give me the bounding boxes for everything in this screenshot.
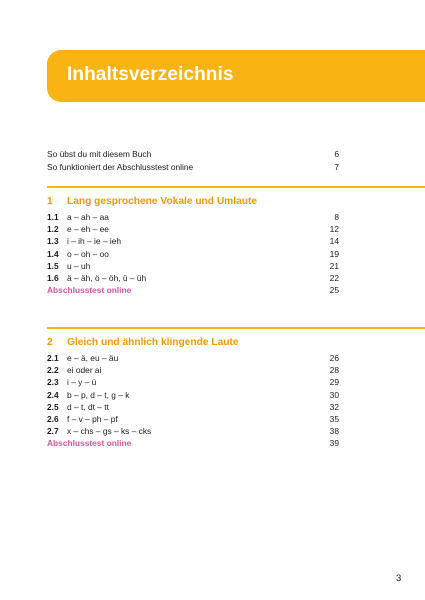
page-number: 3 (396, 573, 402, 584)
toc-entry-title: o – oh – oo (67, 248, 109, 259)
toc-entry-number: 2.7 (47, 426, 59, 437)
toc-entry[interactable] (47, 235, 339, 247)
intro-section (47, 148, 339, 173)
toc-entry[interactable] (47, 272, 339, 284)
chapter-divider (47, 186, 425, 188)
online-test-link[interactable]: Abschlusstest online (47, 438, 132, 449)
chapter-number: 1 (47, 196, 53, 207)
toc-entry-title: e – eh – ee (67, 224, 109, 235)
toc-entry-number: 1.4 (47, 248, 59, 259)
toc-entry-title: f – v – ph – pf (67, 413, 118, 424)
toc-entry-page: 29 (329, 377, 339, 388)
toc-entry-title: b – p, d – t, g – k (67, 389, 130, 400)
toc-entry-page: 8 (334, 212, 339, 222)
chapter-title: Gleich und ähnlich klingende Laute (67, 337, 239, 348)
toc-entry-title: So übst du mit diesem Buch (47, 149, 152, 159)
toc-entry-page: 7 (334, 161, 339, 172)
toc-entry-page: 38 (329, 426, 339, 437)
online-test-link[interactable]: Abschlusstest online (47, 285, 132, 296)
toc-entry-page: 32 (329, 401, 339, 412)
toc-entry-page: 28 (329, 365, 339, 376)
toc-entry[interactable] (47, 425, 339, 437)
toc-entry-title: u – uh (67, 260, 91, 271)
chapter-title: Lang gesprochene Vokale und Umlaute (67, 196, 258, 207)
toc-entry-title: i – y – ü (67, 377, 97, 388)
toc-entry-page: 22 (329, 272, 339, 283)
toc-entry-page: 26 (329, 353, 339, 363)
toc-entry-number: 2.1 (47, 353, 59, 363)
toc-entry-title: ä – äh, ö – öh, ü – üh (67, 272, 147, 283)
toc-entry-page: 35 (329, 413, 339, 424)
toc-entry-title: e – ä, eu – äu (67, 353, 119, 363)
toc-entry[interactable] (47, 248, 339, 260)
toc-entry-page: 21 (329, 260, 339, 271)
toc-entry[interactable] (47, 260, 339, 272)
toc-entry-number: 1.1 (47, 212, 59, 222)
online-test-entry[interactable] (47, 284, 339, 296)
toc-entry[interactable] (47, 148, 339, 161)
toc-entry-title: d – t, dt – tt (67, 401, 109, 412)
toc-entry-page: 39 (329, 438, 339, 449)
title-banner (47, 50, 425, 102)
toc-entry-page: 6 (334, 149, 339, 159)
toc-entry-number: 1.6 (47, 272, 59, 283)
toc-entry-number: 2.6 (47, 413, 59, 424)
toc-entry[interactable] (47, 211, 339, 223)
toc-entry-number: 2.3 (47, 377, 59, 388)
chapter-heading[interactable] (47, 196, 425, 207)
page-title: Inhaltsverzeichnis (67, 64, 234, 85)
chapter-heading[interactable] (47, 337, 425, 348)
toc-entry-title: So funktioniert der Abschlusstest online (47, 161, 194, 172)
toc-entry-number: 2.5 (47, 401, 59, 412)
toc-entry-page: 19 (329, 248, 339, 259)
toc-entry-title: ei oder ai (67, 365, 102, 376)
toc-entry[interactable] (47, 389, 339, 401)
toc-entry[interactable] (47, 161, 339, 174)
toc-entry-page: 25 (329, 285, 339, 296)
online-test-entry[interactable] (47, 437, 339, 449)
toc-entry-page: 12 (329, 224, 339, 235)
chapter-section (47, 186, 425, 296)
toc-entry[interactable] (47, 352, 339, 364)
toc-entry[interactable] (47, 413, 339, 425)
toc-entry-page: 30 (329, 389, 339, 400)
toc-entry-number: 1.5 (47, 260, 59, 271)
chapter-number: 2 (47, 337, 53, 348)
toc-entry[interactable] (47, 376, 339, 388)
toc-entry-number: 1.2 (47, 224, 59, 235)
toc-entry[interactable] (47, 364, 339, 376)
toc-entry-number: 2.4 (47, 389, 59, 400)
toc-entry-number: 1.3 (47, 236, 59, 247)
toc-entry[interactable] (47, 401, 339, 413)
toc-entry-page: 14 (329, 236, 339, 247)
toc-entry[interactable] (47, 223, 339, 235)
chapter-section (47, 327, 425, 450)
toc-entry-title: a – ah – aa (67, 212, 109, 222)
toc-entry-number: 2.2 (47, 365, 59, 376)
toc-entry-title: i – ih – ie – ieh (67, 236, 122, 247)
chapter-divider (47, 327, 425, 329)
toc-entry-title: x – chs – gs – ks – cks (67, 426, 152, 437)
